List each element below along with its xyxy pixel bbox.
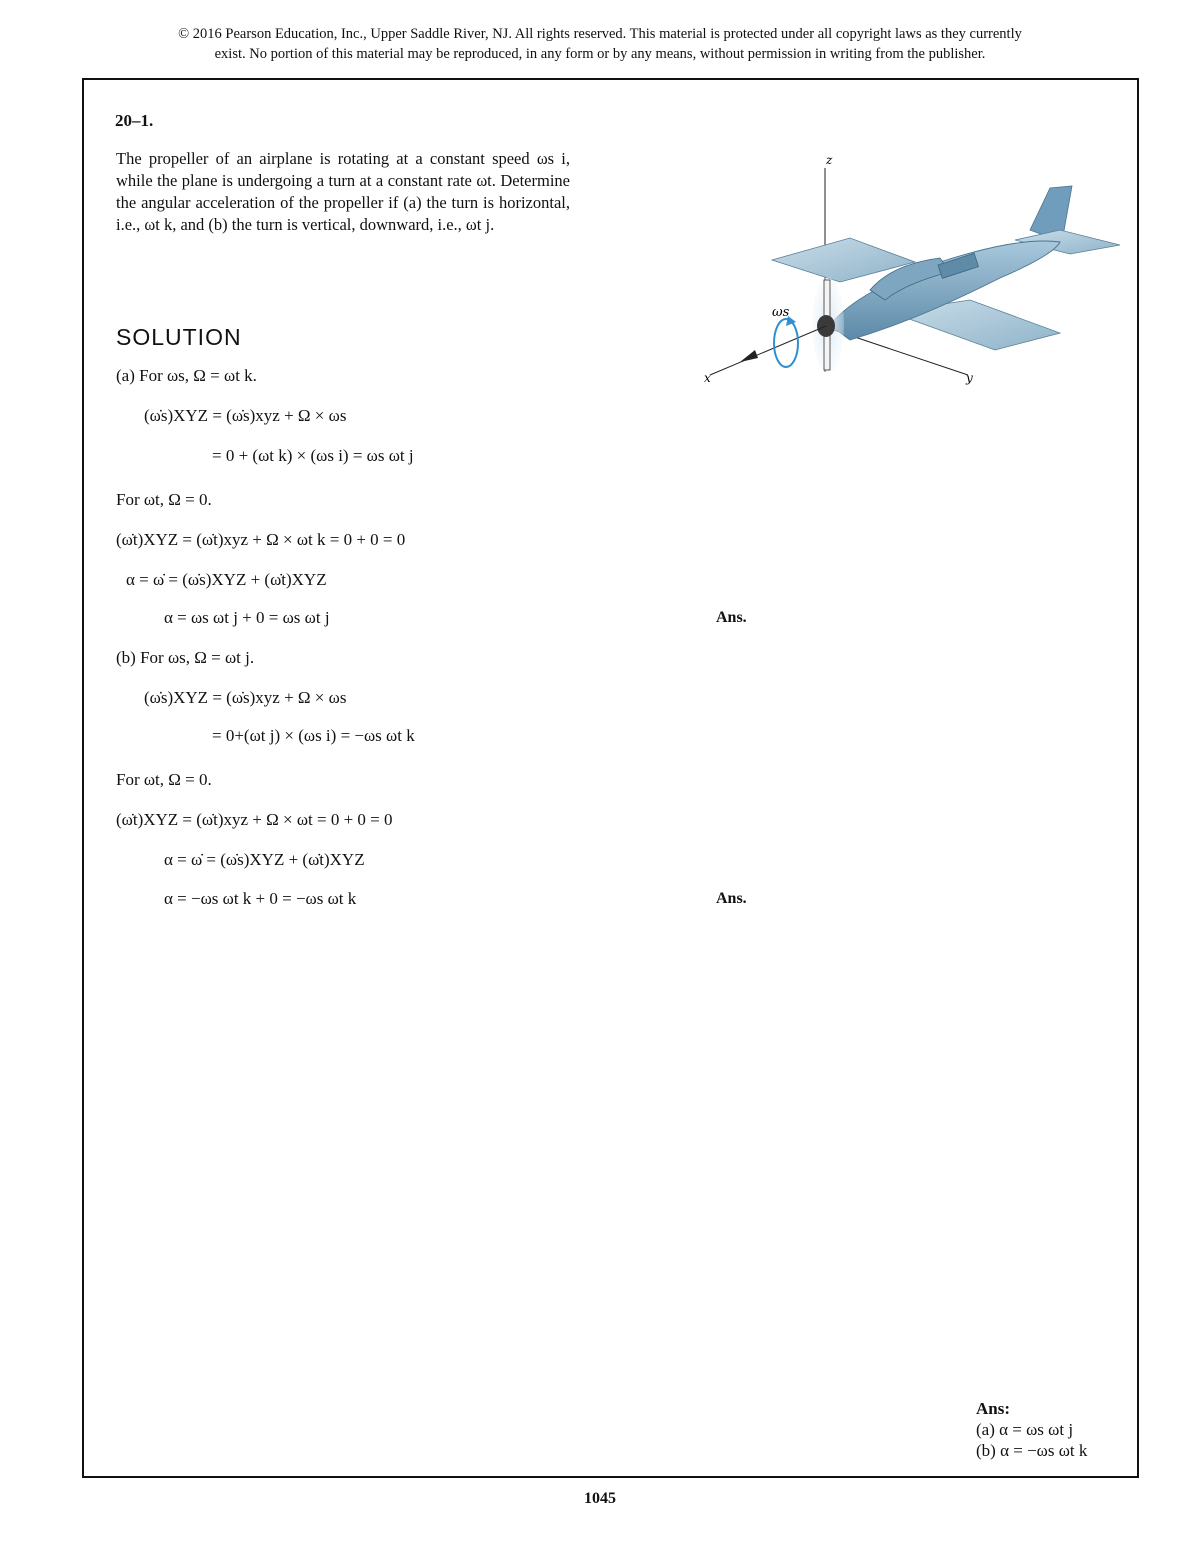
solution-line-8: (b) For ωs, Ω = ωt j. (116, 648, 255, 667)
solution-line-6: α = ω̇ = (ω̇s)XYZ + (ω̇t)XYZ (126, 570, 327, 589)
x-axis-label: x (704, 371, 711, 385)
solution-line-10: = 0+(ωt j) × (ωs i) = −ωs ωt k (212, 726, 415, 745)
solution-line-4: For ωt, Ω = 0. (116, 490, 212, 509)
y-axis-label: y (966, 371, 973, 385)
ans-label-b: Ans. (716, 890, 747, 907)
solution-line-5: (ω̇t)XYZ = (ω̇t)xyz + Ω × ωt k = 0 + 0 = 0 (116, 530, 406, 549)
answer-a: (a) α = ωs ωt j (976, 1420, 1074, 1439)
solution-line-3: = 0 + (ωt k) × (ωs i) = ωs ωt j (212, 446, 414, 465)
solution-heading: SOLUTION (116, 324, 242, 350)
problem-statement: The propeller of an airplane is rotating at a constant speed ωs i, while the plane is undergoing a turn at a constant rate ωt. Determine the angular acceleration of the propeller if (a) the turn is horizontal, i.e., ωt k, and (b) the turn is vertical, downward, i.e., ωt j. (116, 149, 570, 234)
solution-line-12: (ω̇t)XYZ = (ω̇t)xyz + Ω × ωt = 0 + 0 = 0 (116, 810, 393, 829)
omega-s-label: ωs (772, 305, 790, 320)
problem-number: 20–1. (115, 111, 154, 130)
z-axis-label: z (826, 153, 833, 167)
solution-line-11: For ωt, Ω = 0. (116, 770, 212, 789)
solution-line-1: (a) For ωs, Ω = ωt k. (116, 366, 257, 385)
solution-line-9: (ω̇s)XYZ = (ω̇s)xyz + Ω × ωs (144, 688, 347, 707)
x-axis-arrow (740, 350, 758, 362)
copyright-line-2: exist. No portion of this material may be reproduced, in any form or by any means, without permission in writing from the publisher. (214, 46, 986, 62)
solution-line-2: (ω̇s)XYZ = (ω̇s)xyz + Ω × ωs (144, 406, 347, 425)
solution-line-14: α = −ωs ωt k + 0 = −ωs ωt k (164, 889, 357, 908)
ans-label-a: Ans. (716, 609, 747, 626)
answer-box (976, 1398, 1087, 1461)
solution-line-7: α = ωs ωt j + 0 = ωs ωt j (164, 608, 330, 627)
x-axis (710, 326, 826, 375)
airplane-figure (700, 150, 1130, 390)
answer-box-title: Ans: (976, 1399, 1011, 1418)
copyright-notice (0, 24, 1200, 64)
copyright-line-1: © 2016 Pearson Education, Inc., Upper Saddle River, NJ. All rights reserved. This material is protected under all copyright laws as they currently (178, 26, 1022, 42)
page-number: 1045 (584, 1490, 616, 1507)
answer-b: (b) α = −ωs ωt k (976, 1441, 1088, 1460)
solution-line-13: α = ω̇ = (ω̇s)XYZ + (ω̇t)XYZ (164, 850, 365, 869)
